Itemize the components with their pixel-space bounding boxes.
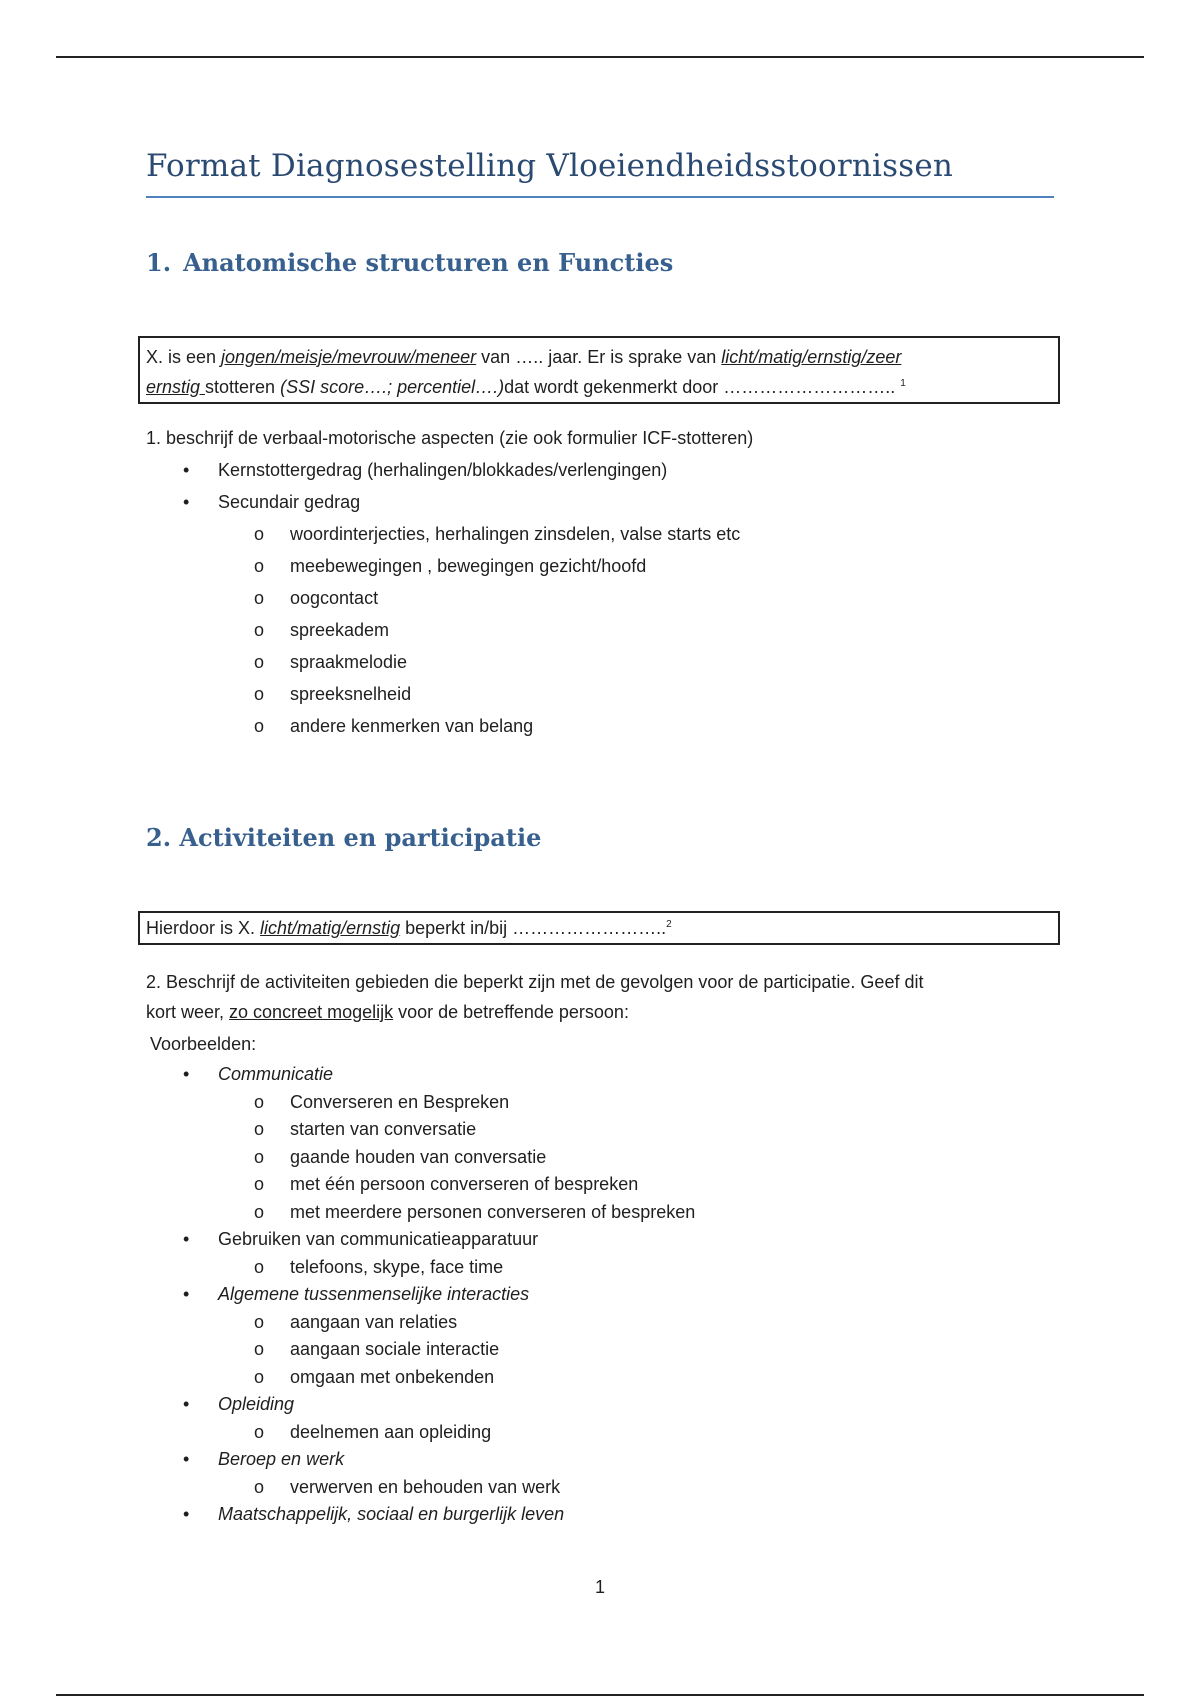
examples-label: Voorbeelden:	[150, 1034, 257, 1054]
bullet-text: Opleiding	[218, 1394, 295, 1414]
sub-list-item	[146, 1144, 1046, 1172]
section2-intro-emphasis: zo concreet mogelijk	[229, 1002, 394, 1022]
sub-marker: o	[254, 524, 265, 544]
sub-marker: o	[254, 1146, 265, 1167]
bullet-text: Beroep en werk	[218, 1449, 345, 1469]
list-item	[146, 454, 1046, 486]
sub-list-item	[146, 1474, 1046, 1502]
list-item	[146, 1446, 1046, 1474]
sub-marker: o	[254, 1091, 265, 1112]
sub-item-text: spreeksnelheid	[290, 684, 412, 704]
box1-severity-options-b: ernstig	[146, 377, 206, 397]
bullet-text: Algemene tussenmenselijke interacties	[218, 1284, 530, 1304]
sub-list-item	[146, 1336, 1046, 1364]
box1-text-2: van ….. jaar. Er is sprake van	[476, 347, 722, 367]
section2-limitation-box	[138, 911, 1060, 945]
sub-marker: o	[254, 556, 265, 576]
footer-rule	[56, 1694, 1144, 1696]
sub-marker: o	[254, 716, 265, 736]
box1-text-3: stotteren	[205, 377, 281, 397]
sub-item-text: omgaan met onbekenden	[290, 1366, 495, 1387]
bullet-text: Secundair gedrag	[218, 492, 361, 512]
sub-list-item	[146, 646, 1046, 678]
sub-marker: o	[254, 1366, 265, 1387]
sub-list-item	[146, 1089, 1046, 1117]
sub-list-item	[146, 1254, 1046, 1282]
sub-item-text: gaande houden van conversatie	[290, 1146, 547, 1167]
section1-intro: 1. beschrijf de verbaal-motorische aspecten (zie ook formulier ICF-stotteren)	[146, 428, 754, 448]
list-item	[146, 1391, 1046, 1419]
box1-gender-options: jongen/meisje/mevrouw/meneer	[221, 347, 477, 367]
box2-text-2: beperkt in/bij ……………………..	[400, 918, 667, 938]
section1-title: Anatomische structuren en Functies	[183, 248, 674, 277]
bullet-marker: •	[183, 1229, 190, 1249]
sub-list-item	[146, 614, 1046, 646]
sub-list-item	[146, 518, 1046, 550]
box1-ssi-score: (SSI score….; percentiel….)	[280, 377, 505, 397]
bullet-text: Gebruiken van communicatieapparatuur	[218, 1229, 539, 1249]
bullet-marker: •	[183, 492, 190, 512]
sub-list-item	[146, 710, 1046, 742]
footnote-ref-1: 1	[900, 378, 906, 389]
bullet-marker: •	[183, 460, 190, 480]
box2-severity-options: licht/matig/ernstig	[260, 918, 401, 938]
box1-text-4: dat wordt gekenmerkt door ………………………..	[504, 377, 901, 397]
section1-diagnosis-box	[138, 336, 1060, 404]
bullet-marker: •	[183, 1284, 190, 1304]
bullet-marker: •	[183, 1064, 190, 1084]
bullet-text: Communicatie	[218, 1064, 334, 1084]
sub-list-item	[146, 1199, 1046, 1227]
sub-marker: o	[254, 652, 265, 672]
sub-marker: o	[254, 1256, 265, 1277]
sub-list-item	[146, 1116, 1046, 1144]
sub-marker: o	[254, 1421, 265, 1442]
section2-intro-line2a: kort weer,	[146, 1002, 230, 1022]
sub-list-item	[146, 550, 1046, 582]
list-item	[146, 486, 1046, 518]
sub-item-text: met één persoon converseren of bespreken	[290, 1174, 639, 1194]
sub-item-text: telefoons, skype, face time	[290, 1256, 504, 1277]
section1-number: 1.	[146, 248, 172, 277]
section2-intro-line2b: voor de betreffende persoon:	[393, 1002, 629, 1022]
section2-list	[146, 1061, 1046, 1529]
box2-text-1: Hierdoor is X.	[146, 918, 261, 938]
title-underline	[146, 196, 1054, 198]
sub-list-item	[146, 1309, 1046, 1337]
bullet-marker: •	[183, 1504, 190, 1524]
sub-list-item	[146, 582, 1046, 614]
list-item	[146, 1281, 1046, 1309]
sub-marker: o	[254, 620, 265, 640]
footnote-ref-2: 2	[666, 919, 672, 930]
sub-list-item	[146, 678, 1046, 710]
bullet-text: Kernstottergedrag (herhalingen/blokkades/verlengingen)	[218, 460, 668, 480]
header-rule	[56, 56, 1144, 58]
sub-item-text: verwerven en behouden van werk	[290, 1476, 561, 1497]
sub-marker: o	[254, 1119, 265, 1139]
sub-item-text: woordinterjecties, herhalingen zinsdelen, valse starts etc	[290, 524, 741, 544]
section1-heading	[146, 248, 673, 277]
sub-item-text: oogcontact	[290, 588, 379, 608]
sub-marker: o	[254, 588, 265, 608]
sub-marker: o	[254, 1201, 265, 1222]
sub-marker: o	[254, 1339, 265, 1359]
sub-list-item	[146, 1364, 1046, 1392]
list-item	[146, 1501, 1046, 1529]
bullet-text: Maatschappelijk, sociaal en burgerlijk leven	[218, 1504, 565, 1524]
sub-item-text: spraakmelodie	[290, 652, 408, 672]
document-title: Format Diagnosestelling Vloeiendheidsstoornissen	[146, 148, 954, 184]
section2-intro-line1: 2. Beschrijf de activiteiten gebieden die beperkt zijn met de gevolgen voor de participatie. Geef dit	[146, 972, 924, 992]
box1-text-1: X. is een	[146, 347, 222, 367]
sub-item-text: deelnemen aan opleiding	[290, 1421, 492, 1442]
section1-list	[146, 454, 1046, 742]
sub-item-text: andere kenmerken van belang	[290, 716, 534, 736]
sub-item-text: spreekadem	[290, 620, 390, 640]
page-number: 1	[594, 1577, 605, 1597]
sub-marker: o	[254, 1476, 265, 1497]
sub-marker: o	[254, 684, 265, 704]
sub-marker: o	[254, 1174, 265, 1194]
sub-item-text: met meerdere personen converseren of bespreken	[290, 1201, 696, 1222]
sub-marker: o	[254, 1311, 265, 1332]
sub-list-item	[146, 1171, 1046, 1199]
list-item	[146, 1061, 1046, 1089]
sub-item-text: Converseren en Bespreken	[290, 1091, 510, 1112]
section2-heading: 2. Activiteiten en participatie	[146, 823, 542, 852]
bullet-marker: •	[183, 1449, 190, 1469]
sub-list-item	[146, 1419, 1046, 1447]
sub-item-text: aangaan sociale interactie	[290, 1339, 500, 1359]
list-item	[146, 1226, 1046, 1254]
section2-intro	[146, 967, 1046, 1027]
box1-severity-options-a: licht/matig/ernstig/zeer	[721, 347, 902, 367]
bullet-marker: •	[183, 1394, 190, 1414]
sub-item-text: aangaan van relaties	[290, 1311, 458, 1332]
sub-item-text: meebewegingen , bewegingen gezicht/hoofd	[290, 556, 647, 576]
sub-item-text: starten van conversatie	[290, 1119, 477, 1139]
